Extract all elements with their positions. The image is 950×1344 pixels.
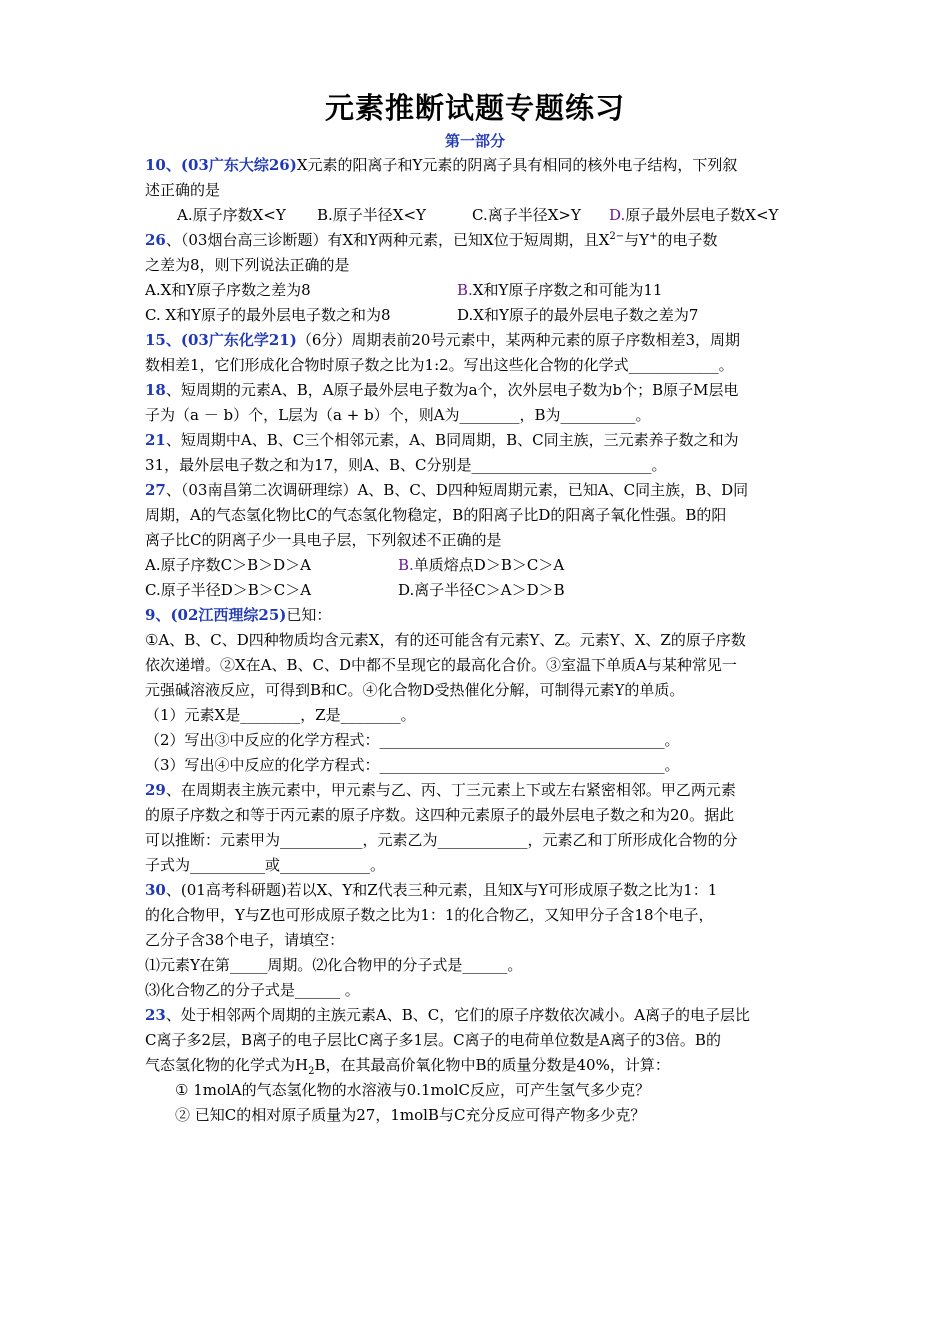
option-b: X和Y原子序数之和可能为11 [472, 281, 663, 299]
question-30 [145, 878, 813, 1003]
question-18 [145, 378, 813, 428]
option-c: C.原子半径D＞B＞C＞A [145, 581, 312, 599]
sub-question: （3）写出④中反应的化学方程式：______________________________________。 [145, 756, 680, 774]
sub-question: ② 已知C的相对原子质量为27，1molB与C充分反应可得产物多少克？ [175, 1106, 646, 1124]
question-text: 元强碱溶液反应，可得到B和C。④化合物D受热催化分解，可制得元素Y的单质。 [145, 681, 685, 699]
question-9 [145, 603, 813, 778]
question-23 [145, 1003, 813, 1128]
option-c: C.离子半径X>Y [472, 206, 581, 224]
question-text: C离子多2层，B离子的电子层比C离子多1层。C离子的电荷单位数是A离子的3倍。B的 [145, 1031, 721, 1049]
page-title: 元素推断试题专题练习 [324, 91, 625, 125]
question-text: 、（03烟台高三诊断题）有X和Y两种元素，已知X位于短周期，且X [165, 231, 610, 249]
question-text: B，在其最高价氧化物中B的质量分数是40%，计算： [314, 1056, 670, 1074]
option-row [145, 278, 813, 303]
superscript: + [649, 231, 658, 242]
question-text: 的原子序数之和等于丙元素的原子序数。这四种元素原子的最外层电子数之和为20。据此 [145, 806, 735, 824]
question-text: 气态氢化物的化学式为H [145, 1056, 309, 1074]
option-b-letter: B. [398, 556, 414, 574]
question-text: 、短周期中A、B、C三个相邻元素，A、B同周期，B、C同主族，三元素养子数之和为 [165, 431, 739, 449]
sub-question: ⑴元素Y在第_____周期。⑵化合物甲的分子式是______。 [145, 956, 523, 974]
option-b: B.原子半径X<Y [317, 206, 426, 224]
sub-question: ① 1molA的气态氢化物的水溶液与0.1molC反应，可产生氢气多少克？ [175, 1081, 651, 1099]
question-list [145, 153, 813, 1128]
question-text: 周期，A的气态氢化物比C的气态氢化物稳定，B的阳离子比D的阳离子氧化性强。B的阳 [145, 506, 727, 524]
question-number: 9、 [145, 606, 171, 624]
superscript: 2− [609, 231, 625, 242]
question-26 [145, 228, 813, 328]
question-source: (02江西理综25) [170, 606, 287, 624]
question-number: 21 [145, 431, 166, 449]
question-text: 依次递增。②X在A、B、C、D中都不呈现它的最高化合价。③室温下单质A与某种常见一 [145, 656, 737, 674]
option-row [145, 303, 813, 328]
question-text: 离子比C的阴离子少一具电子层，下列叙述不正确的是 [145, 531, 502, 549]
question-text: ①A、B、C、D四种物质均含元素X，有的还可能含有元素Y、Z。元素Y、X、Z的原子序数 [145, 631, 746, 649]
question-15 [145, 328, 813, 378]
sub-question: ⑶化合物乙的分子式是______ 。 [145, 981, 360, 999]
option-d-letter: D. [609, 206, 626, 224]
option-a: A.X和Y原子序数之差为8 [145, 281, 311, 299]
subscript: 2 [308, 1066, 315, 1077]
option-row [145, 578, 813, 603]
question-number: 26 [145, 231, 166, 249]
option-b: 单质熔点D＞B＞C＞A [413, 556, 565, 574]
question-number: 10、 [145, 156, 181, 174]
sub-question: （1）元素X是________，Z是________。 [145, 706, 416, 724]
question-29 [145, 778, 813, 878]
question-source: (03广东化学21) [180, 331, 297, 349]
question-number: 18 [145, 381, 166, 399]
option-a: A.原子序数X<Y [177, 206, 286, 224]
question-text: 、短周期的元素A、B，A原子最外层电子数为a个，次外层电子数为b个；B原子M层电 [165, 381, 739, 399]
option-d: D.X和Y原子的最外层电子数之差为7 [457, 306, 699, 324]
question-text: 、在周期表主族元素中，甲元素与乙、丙、丁三元素上下或左右紧密相邻。甲乙两元素 [165, 781, 736, 799]
question-text: 、（03南昌第二次调研理综）A、B、C、D四种短周期元素，已知A、C同主族，B、D同 [165, 481, 749, 499]
question-text: 与Y [624, 231, 650, 249]
question-text: 之差为8，则下列说法正确的是 [145, 256, 350, 274]
question-text: 已知： [286, 606, 332, 624]
option-row [145, 203, 813, 228]
question-text: 、(01高考科研题)若以X、Y和Z代表三种元素，且知X与Y可形成原子数之比为1：1 [165, 881, 718, 899]
question-text: 的电子数 [657, 231, 718, 249]
question-text: 31，最外层电子数之和为17，则A、B、C分别是________________________。 [145, 456, 667, 474]
option-b-letter: B. [457, 281, 473, 299]
question-27 [145, 478, 813, 603]
question-number: 29 [145, 781, 166, 799]
question-text: 数相差1，它们形成化合物时原子数之比为1:2。写出这些化合物的化学式____________。 [145, 356, 734, 374]
option-d: D.离子半径C＞A＞D＞B [398, 581, 565, 599]
question-text: X元素的阳离子和Y元素的阴离子具有相同的核外电子结构，下列叙 [296, 156, 738, 174]
question-10 [145, 153, 813, 228]
question-text: 的化合物甲，Y与Z也可形成原子数之比为1：1的化合物乙，又知甲分子含18个电子， [145, 906, 714, 924]
sub-question: （2）写出③中反应的化学方程式：______________________________________。 [145, 731, 680, 749]
question-text: 述正确的是 [145, 181, 221, 199]
question-text: （6分）周期表前20号元素中，某两种元素的原子序数相差3，周期 [296, 331, 741, 349]
question-text: 乙分子含38个电子，请填空： [145, 931, 345, 949]
question-number: 30 [145, 881, 166, 899]
section-subtitle: 第一部分 [444, 132, 505, 150]
question-text: 、处于相邻两个周期的主族元素A、B、C，它们的原子序数依次减小。A离子的电子层比 [165, 1006, 751, 1024]
option-row [145, 553, 813, 578]
question-source: (03广东大综26) [180, 156, 297, 174]
question-text: 子为（a － b）个，L层为（a + b）个，则A为________，B为__________。 [145, 406, 651, 424]
question-21 [145, 428, 813, 478]
question-number: 15、 [145, 331, 181, 349]
option-c: C. X和Y原子的最外层电子数之和为8 [145, 306, 391, 324]
option-a: A.原子序数C＞B＞D＞A [145, 556, 311, 574]
question-text: 子式为__________或____________。 [145, 856, 386, 874]
question-number: 27 [145, 481, 166, 499]
option-d: 原子最外层电子数X<Y [625, 206, 779, 224]
question-number: 23 [145, 1006, 166, 1024]
question-text: 可以推断：元素甲为___________，元素乙为____________，元素乙和丁所形成化合物的分 [145, 831, 738, 849]
